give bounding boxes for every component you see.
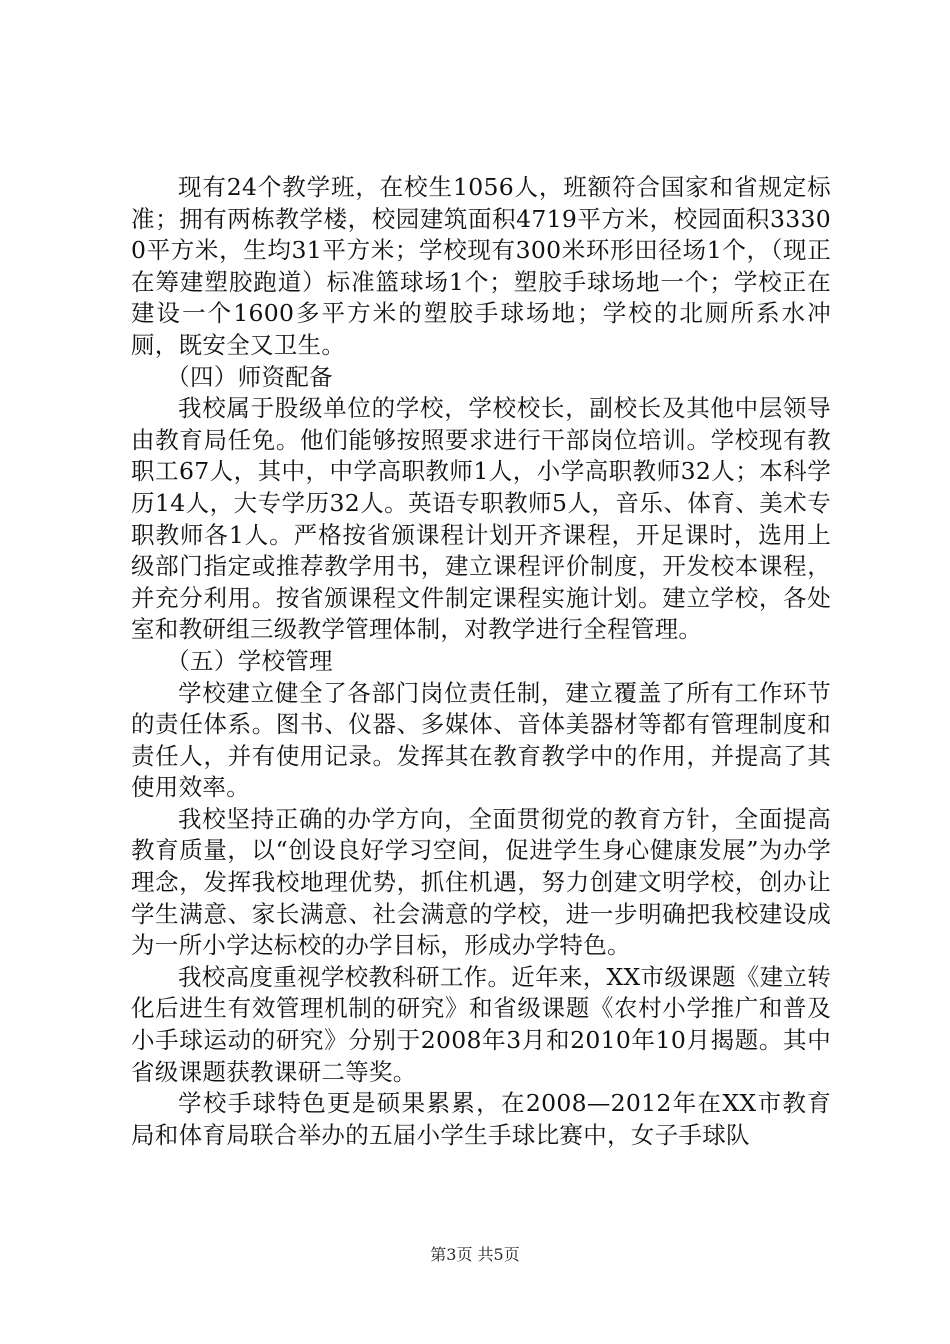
paragraph-facilities: 现有24个教学班，在校生1056人，班额符合国家和省规定标准；拥有两栋教学楼，校园建筑面积4719平方米，校园面积33300平方米，生均31平方米；学校现有300米环形田径场1个，（现正在筹建塑胶跑道）标准篮球场1个；塑胶手球场地一个；学校正在建设一个1600多平方米的塑胶手球场地；学校的北厕所系水冲厕，既安全又卫生。	[131, 173, 831, 359]
paragraph-philosophy: 我校坚持正确的办学方向，全面贯彻党的教育方针，全面提高教育质量，以“创设良好学习空间，促进学生身心健康发展”为办学理念，发挥我校地理优势，抓住机遇，努力创建文明学校，创办让学生满意、家长满意、社会满意的学校，进一步明确把我校建设成为一所小学达标校的办学目标，形成办学特色。	[131, 804, 831, 960]
paragraph-responsibility: 学校建立健全了各部门岗位责任制，建立覆盖了所有工作环节的责任体系。图书、仪器、多媒体、音体美器材等都有管理制度和责任人，并有使用记录。发挥其在教育教学中的作用，并提高了其使用效率。	[131, 678, 831, 802]
paragraph-teachers: 我校属于股级单位的学校，学校校长，副校长及其他中层领导由教育局任免。他们能够按照要求进行干部岗位培训。学校现有教职工67人，其中，中学高职教师1人，小学高职教师32人；本科学历14人，大专学历32人。英语专职教师5人，音乐、体育、美术专职教师各1人。严格按省颁课程计划开齐课程，开足课时，选用上级部门指定或推荐教学用书，建立课程评价制度，开发校本课程，并充分利用。按省颁课程文件制定课程实施计划。建立学校，各处室和教研组三级教学管理体制，对教学进行全程管理。	[131, 394, 831, 644]
paragraph-handball: 学校手球特色更是硕果累累，在2008—2012年在XX市教育局和体育局联合举办的五届小学生手球比赛中，女子手球队	[131, 1089, 831, 1149]
paragraph-research: 我校高度重视学校教科研工作。近年来，XX市级课题《建立转化后进生有效管理机制的研究》和省级课题《农村小学推广和普及小手球运动的研究》分别于2008年3月和2010年10月揭题。其中省级课题获教课研二等奖。	[131, 962, 831, 1086]
document-body	[131, 172, 831, 1151]
page-footer: 第3页 共5页	[430, 1245, 520, 1264]
section-heading-teachers: （四）师资配备	[166, 362, 333, 391]
section-heading-management: （五）学校管理	[166, 646, 333, 675]
